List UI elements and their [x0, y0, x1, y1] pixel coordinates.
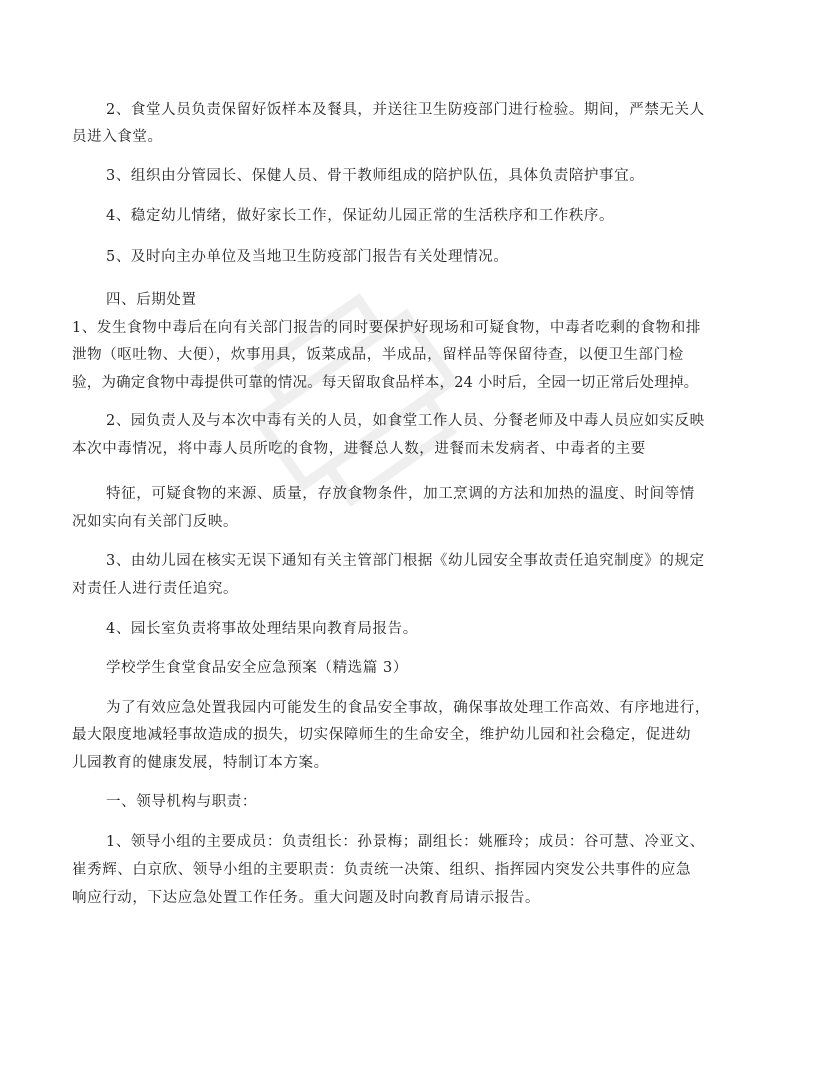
paragraph-line: 员进入食堂。: [72, 129, 163, 145]
paragraph-line: 泄物（呕吐物、大便），炊事用具，饭菜成品，半成品，留样品等保留待查，以便卫生部门检: [72, 347, 684, 363]
paragraph-line: 响应行动，下达应急处置工作任务。重大问题及时向教育局请示报告。: [72, 890, 541, 906]
paragraph-line: 最大限度地减轻事故造成的损失，切实保障师生的生命安全，维护幼儿园和社会稳定，促进幼: [72, 727, 692, 743]
paragraph-line: 2、食堂人员负责保留好饭样本及餐具，并送往卫生防疫部门进行检验。期间，严禁无关人: [106, 102, 705, 118]
paragraph-line: 1、领导小组的主要成员：负责组长：孙景梅；副组长：姚雁玲；成员：谷可慧、冷亚文、: [106, 834, 705, 850]
paragraph-line: 况如实向有关部门反映。: [72, 514, 239, 530]
section-heading: 四、后期处置: [106, 292, 197, 308]
paragraph-line: 崔秀辉、白京欣、领导小组的主要职责：负责统一决策、组织、指挥园内突发公共事件的应急: [72, 862, 692, 878]
paragraph-line: 特征，可疑食物的来源、质量，存放食物条件，加工烹调的方法和加热的温度、时间等情: [106, 486, 695, 502]
paragraph-line: 4、园长室负责将事故处理结果向教育局报告。: [106, 621, 418, 637]
paragraph-line: 为了有效应急处置我园内可能发生的食品安全事故，确保事故处理工作高效、有序地进行，: [106, 700, 710, 716]
paragraph-line: 4、稳定幼儿情绪，做好家长工作，保证幼儿园正常的生活秩序和工作秩序。: [106, 208, 615, 224]
paragraph-line: 验，为确定食物中毒提供可靠的情况。每天留取食品样本，24 小时后，全园一切正常后处理掉。: [72, 375, 699, 391]
paragraph-line: 3、由幼儿园在核实无误下通知有关主管部门根据《幼儿园安全事故责任追究制度》的规定: [106, 553, 705, 569]
paragraph-line: 对责任人进行责任追究。: [72, 581, 239, 597]
section-heading: 一、领导机构与职责：: [106, 794, 257, 810]
paragraph-line: 儿园教育的健康发展，特制订本方案。: [72, 755, 329, 771]
paragraph-line: 2、园负责人及与本次中毒有关的人员，如食堂工作人员、分餐老师及中毒人员应如实反映: [106, 413, 705, 429]
paragraph-line: 1、发生食物中毒后在向有关部门报告的同时要保护好现场和可疑食物，中毒者吃剩的食物和排: [72, 320, 701, 336]
paragraph-line: 5、及时向主办单位及当地卫生防疫部门报告有关处理情况。: [106, 249, 509, 265]
section-title: 学校学生食堂食品安全应急预案（精选篇 3）: [106, 660, 408, 676]
paragraph-line: 本次中毒情况，将中毒人员所吃的食物，进餐总人数，进餐而未发病者、中毒者的主要: [72, 441, 646, 457]
paragraph-line: 3、组织由分管园长、保健人员、骨干教师组成的陪护队伍，具体负责陪护事宜。: [106, 168, 645, 184]
